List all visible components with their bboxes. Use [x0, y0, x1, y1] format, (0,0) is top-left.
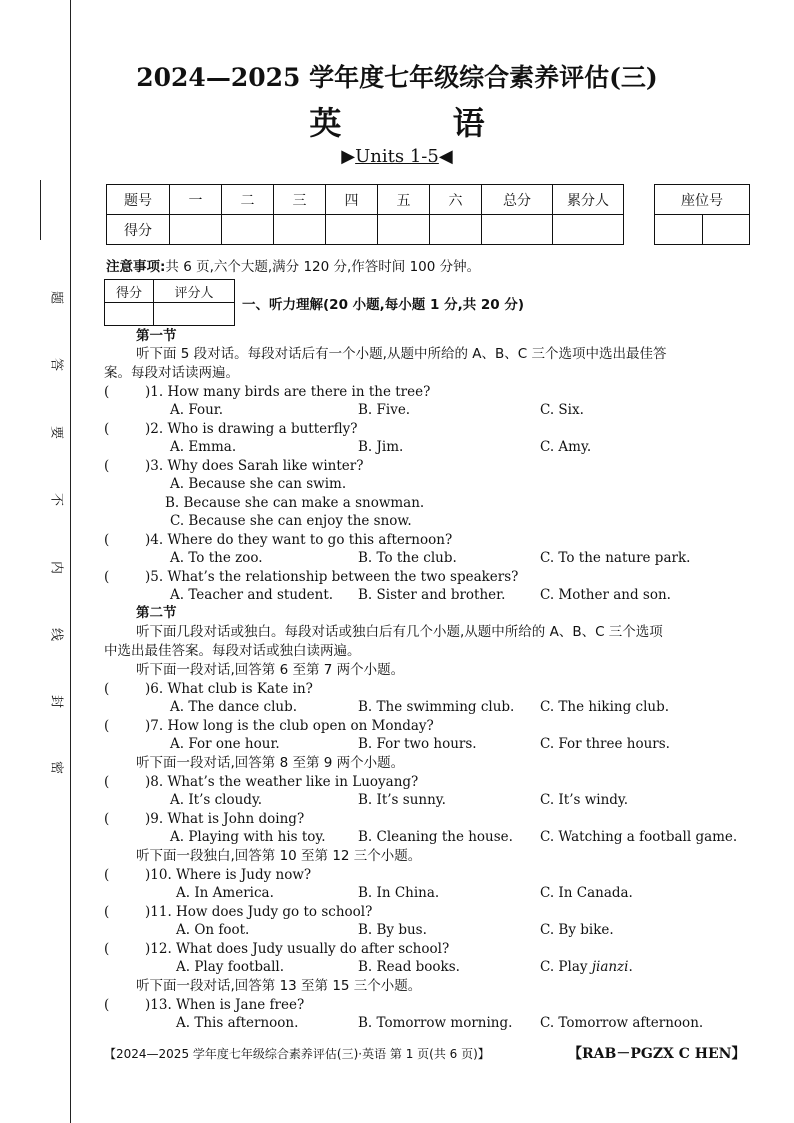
part-1-instruction: 案。每段对话读两遍。	[104, 365, 239, 381]
score-header-cell: 题号	[107, 185, 170, 215]
option-c: C. Amy.	[540, 439, 592, 455]
question-stem: )3. Why does Sarah like winter?	[145, 458, 364, 474]
part-2-title: 第二节	[136, 605, 177, 621]
grader-score-label: 得分	[105, 280, 154, 303]
option-c: C. Watching a football game.	[540, 829, 738, 845]
answer-paren[interactable]: (	[104, 867, 110, 883]
option-b: B. For two hours.	[358, 736, 477, 752]
notice	[106, 255, 480, 275]
option-a: A. Emma.	[170, 439, 237, 455]
notice-label: 注意事项:	[106, 259, 166, 275]
binding-dash	[40, 180, 41, 240]
part-1-instruction: 听下面 5 段对话。每段对话后有一个小题,从题中所给的 A、B、C 三个选项中选出最佳答	[136, 346, 667, 362]
answer-paren[interactable]: (	[104, 774, 110, 790]
option-c: C. To the nature park.	[540, 550, 691, 566]
section-1-title: 一、听力理解(20 小题,每小题 1 分,共 20 分)	[242, 297, 525, 313]
option-b: B. It’s sunny.	[358, 792, 446, 808]
margin-char: 密	[48, 760, 64, 774]
option-c-italic: jianzi	[591, 959, 629, 975]
score-cell[interactable]	[378, 215, 430, 245]
score-table	[106, 184, 624, 245]
notice-text: 共 6 页,六个大题,满分 120 分,作答时间 100 分钟。	[165, 259, 481, 275]
option-a: A. This afternoon.	[176, 1015, 299, 1031]
option-c: C. Because she can enjoy the snow.	[170, 513, 412, 529]
score-header-cell: 总分	[482, 185, 553, 215]
grader-score-cell[interactable]	[105, 303, 154, 326]
seat-number-cell[interactable]	[702, 215, 750, 245]
option-c: C. It’s windy.	[540, 792, 629, 808]
score-row-label: 得分	[107, 215, 170, 245]
sub-instruction: 听下面一段对话,回答第 8 至第 9 两个小题。	[136, 755, 405, 771]
part-2-instruction: 中选出最佳答案。每段对话或独白读两遍。	[104, 643, 361, 659]
answer-paren[interactable]: (	[104, 997, 110, 1013]
score-cell[interactable]	[170, 215, 222, 245]
option-b: B. Cleaning the house.	[358, 829, 513, 845]
score-header-cell: 一	[170, 185, 222, 215]
option-c: C. The hiking club.	[540, 699, 670, 715]
option-c: C. For three hours.	[540, 736, 670, 752]
question-stem: )2. Who is drawing a butterfly?	[145, 421, 358, 437]
seat-number-label: 座位号	[655, 185, 750, 215]
units-range	[0, 146, 794, 167]
answer-paren[interactable]: (	[104, 421, 110, 437]
score-header-cell: 累分人	[553, 185, 624, 215]
option-c: C. Tomorrow afternoon.	[540, 1015, 704, 1031]
option-a: A. Playing with his toy.	[170, 829, 326, 845]
option-a: A. On foot.	[176, 922, 250, 938]
option-a: A. For one hour.	[170, 736, 280, 752]
option-c: C. Six.	[540, 402, 584, 418]
exam-title: 2024—2025 学年度七年级综合素养评估(三)	[136, 63, 658, 92]
answer-paren[interactable]: (	[104, 384, 110, 400]
arrow-left-icon: ◀	[438, 146, 453, 167]
question-stem: )13. When is Jane free?	[145, 997, 305, 1013]
binding-line	[70, 0, 71, 1123]
margin-char: 要	[48, 425, 64, 439]
answer-paren[interactable]: (	[104, 681, 110, 697]
option-b: B. Because she can make a snowman.	[165, 495, 425, 511]
sub-instruction: 听下面一段对话,回答第 6 至第 7 两个小题。	[136, 662, 405, 678]
sub-instruction: 听下面一段独白,回答第 10 至第 12 三个小题。	[136, 848, 422, 864]
answer-paren[interactable]: (	[104, 532, 110, 548]
option-a: A. Because she can swim.	[170, 476, 347, 492]
answer-paren[interactable]: (	[104, 718, 110, 734]
grader-name-cell[interactable]	[154, 303, 235, 326]
part-1-title: 第一节	[136, 328, 177, 344]
answer-paren[interactable]: (	[104, 941, 110, 957]
question-stem: )12. What does Judy usually do after school?	[145, 941, 450, 957]
seat-number-cell[interactable]	[655, 215, 703, 245]
answer-paren[interactable]: (	[104, 904, 110, 920]
score-cell[interactable]	[430, 215, 482, 245]
part-2-instruction: 听下面几段对话或独白。每段对话或独白后有几个小题,从题中所给的 A、B、C 三个选项	[136, 624, 663, 640]
answer-paren[interactable]: (	[104, 811, 110, 827]
score-cell[interactable]	[274, 215, 326, 245]
score-cell[interactable]	[482, 215, 553, 245]
question-stem: )5. What’s the relationship between the two speakers?	[145, 569, 519, 585]
arrow-right-icon: ▶	[341, 146, 356, 167]
score-header-cell: 六	[430, 185, 482, 215]
margin-char: 不	[48, 492, 64, 506]
option-a: A. Play football.	[176, 959, 284, 975]
option-c: C. Mother and son.	[540, 587, 671, 603]
page-footer: 【2024—2025 学年度七年级综合素养评估(三)·英语 第 1 页(共 6 页)】	[104, 1047, 490, 1061]
option-b: B. By bus.	[358, 922, 427, 938]
seat-number-table	[654, 184, 750, 245]
exam-subject: 英 语	[309, 104, 535, 142]
option-c	[540, 958, 633, 976]
margin-char: 线	[48, 627, 64, 641]
grader-name-label: 评分人	[154, 280, 235, 303]
score-table-header-row	[107, 185, 624, 215]
score-header-cell: 四	[326, 185, 378, 215]
margin-char: 题	[48, 290, 64, 304]
option-a: A. In America.	[176, 885, 274, 901]
grader-box	[104, 279, 235, 326]
answer-paren[interactable]: (	[104, 569, 110, 585]
margin-char: 封	[48, 694, 64, 708]
score-header-cell: 五	[378, 185, 430, 215]
answer-paren[interactable]: (	[104, 458, 110, 474]
footer-code: 【RAB－PGZX C HEN】	[568, 1046, 746, 1062]
option-b: B. Tomorrow morning.	[358, 1015, 513, 1031]
option-b: B. Jim.	[358, 439, 404, 455]
score-cell[interactable]	[553, 215, 624, 245]
units-label: Units 1-5	[355, 146, 439, 167]
score-cell[interactable]	[326, 215, 378, 245]
question-stem: )1. How many birds are there in the tree?	[145, 384, 431, 400]
margin-char: 答	[48, 357, 64, 371]
score-table-score-row	[107, 215, 624, 245]
question-stem: )8. What’s the weather like in Luoyang?	[145, 774, 419, 790]
score-cell[interactable]	[222, 215, 274, 245]
option-b: B. To the club.	[358, 550, 457, 566]
option-c-suffix: .	[628, 959, 633, 975]
option-b: B. Five.	[358, 402, 411, 418]
option-a: A. It’s cloudy.	[170, 792, 263, 808]
margin-char: 内	[48, 560, 64, 574]
question-stem: )6. What club is Kate in?	[145, 681, 313, 697]
question-stem: )11. How does Judy go to school?	[145, 904, 373, 920]
question-stem: )7. How long is the club open on Monday?	[145, 718, 434, 734]
question-stem: )10. Where is Judy now?	[145, 867, 312, 883]
option-b: B. The swimming club.	[358, 699, 515, 715]
option-c: C. By bike.	[540, 922, 614, 938]
question-stem: )9. What is John doing?	[145, 811, 305, 827]
sub-instruction: 听下面一段对话,回答第 13 至第 15 三个小题。	[136, 978, 422, 994]
option-b: B. Read books.	[358, 959, 460, 975]
option-b: B. Sister and brother.	[358, 587, 506, 603]
option-a: A. Teacher and student.	[170, 587, 334, 603]
score-header-cell: 三	[274, 185, 326, 215]
score-header-cell: 二	[222, 185, 274, 215]
option-c: C. In Canada.	[540, 885, 633, 901]
question-stem: )4. Where do they want to go this afternoon?	[145, 532, 453, 548]
option-a: A. The dance club.	[170, 699, 298, 715]
option-a: A. Four.	[170, 402, 224, 418]
option-a: A. To the zoo.	[170, 550, 263, 566]
option-b: B. In China.	[358, 885, 440, 901]
option-c-prefix: C. Play	[540, 959, 592, 975]
